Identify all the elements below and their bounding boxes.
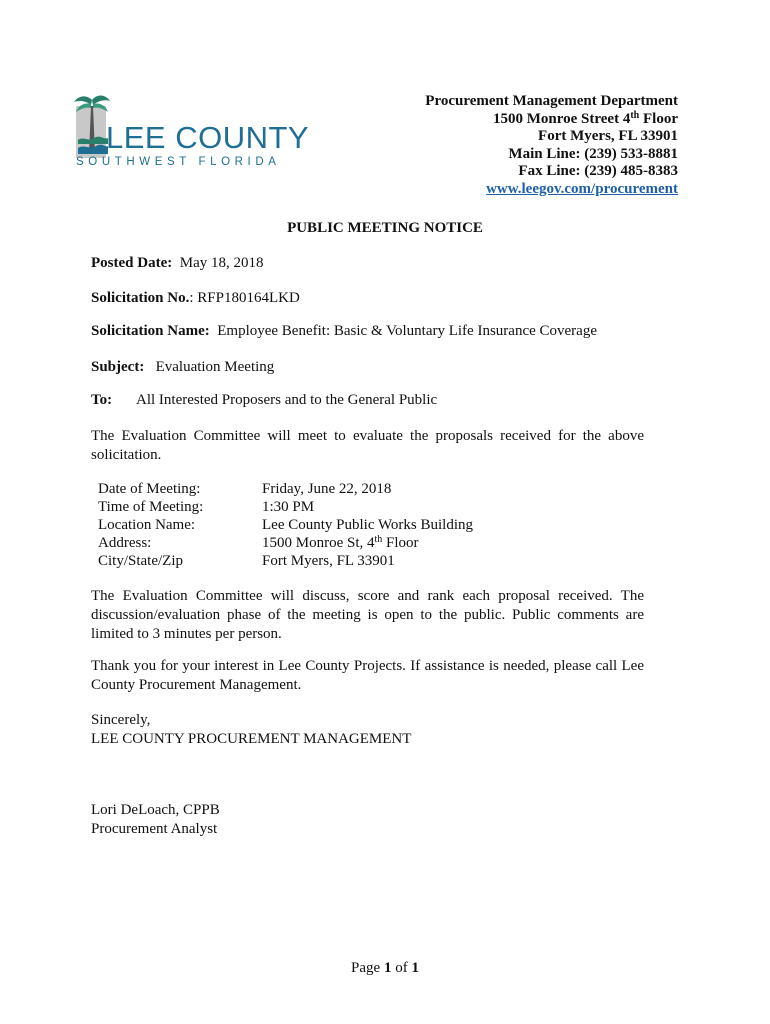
to-line: To: All Interested Proposers and to the General Public [91,392,438,408]
signer-block [91,801,220,839]
meeting-details-table [98,480,473,570]
fax-number: Fax Line: (239) 485-8383 [518,163,678,179]
closing-salutation: Sincerely, [91,712,151,728]
signer-name: Lori DeLoach, CPPB [91,802,220,818]
city-state-zip: Fort Myers, FL 33901 [538,128,678,144]
main-phone: Main Line: (239) 533-8881 [508,145,678,162]
lee-county-logo [70,90,310,180]
solicitation-name: Solicitation Name: Employee Benefit: Basic & Voluntary Life Insurance Coverage [91,323,597,339]
notice-title: PUBLIC MEETING NOTICE [287,220,483,236]
meeting-date-row: Date of Meeting: Friday, June 22, 2018 [98,481,392,497]
meeting-location-row: Location Name: Lee County Public Works Building [98,517,474,533]
posted-date: Posted Date: May 18, 2018 [91,255,264,271]
solicitation-number: Solicitation No.: RFP180164LKD [91,290,300,306]
closing-organization: LEE COUNTY PROCUREMENT MANAGEMENT [91,731,412,747]
page-number-footer: Page 1 of 1 [351,960,419,976]
assistance-paragraph: Thank you for your interest in Lee County Projects. If assistance is needed, please call Lee County Procurement Management. [91,658,644,693]
department-address-block [425,93,678,198]
logo-wordmark: LEE COUNTY [106,120,310,155]
meeting-address-row: Address: 1500 Monroe St, 4th Floor [98,534,419,551]
logo-subtitle: SOUTHWEST FLORIDA [76,156,281,168]
subject-line: Subject: Evaluation Meeting [91,359,275,375]
closing-block [91,711,411,749]
website-link[interactable]: www.leegov.com/procurement [486,180,678,197]
street-address: 1500 Monroe Street 4th Floor [493,109,678,127]
intro-paragraph: The Evaluation Committee will meet to evaluate the proposals received for the above solicitation. [91,428,644,463]
signer-title: Procurement Analyst [91,821,218,837]
meeting-time-row: Time of Meeting: 1:30 PM [98,499,315,515]
meeting-city-row: City/State/Zip Fort Myers, FL 33901 [98,553,395,569]
evaluation-paragraph: The Evaluation Committee will discuss, score and rank each proposal received. The discussion/evaluation phase of the meeting is open to the public. Public comments are limited to 3 minutes per person. [91,588,644,642]
department-name: Procurement Management Department [425,93,678,109]
